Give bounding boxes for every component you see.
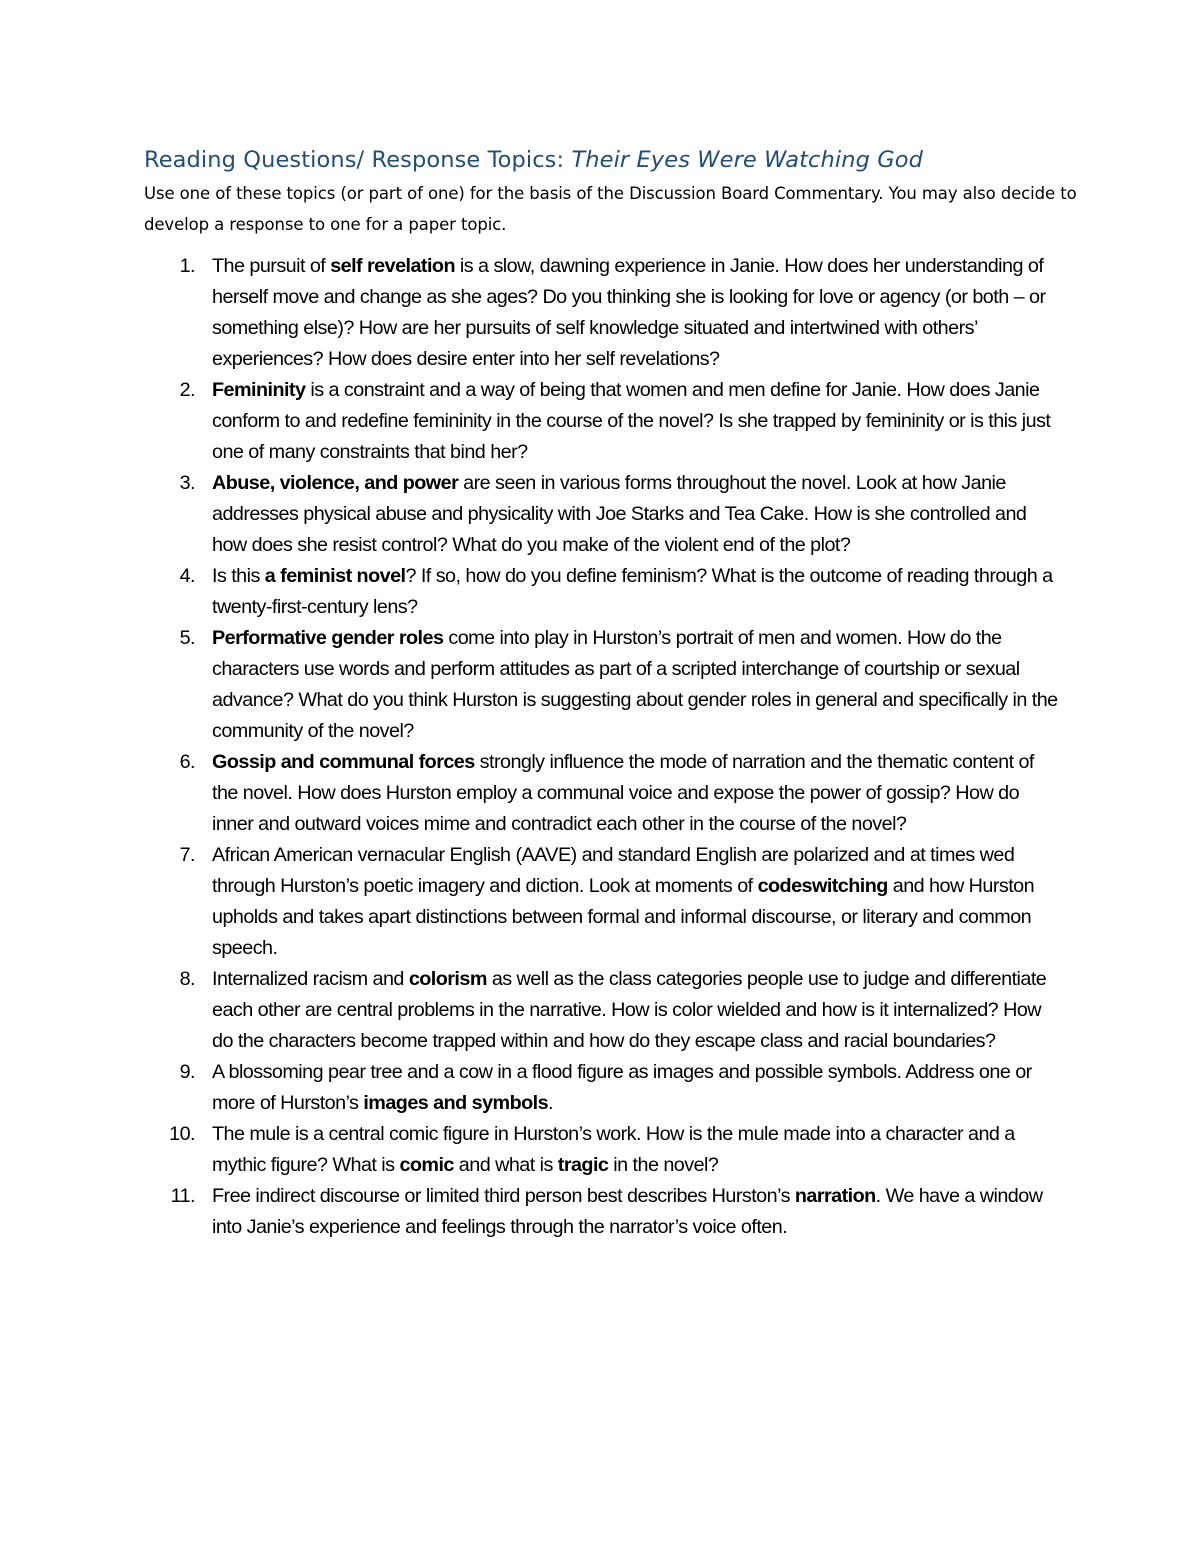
- topic-text: [212, 747, 1064, 840]
- topic-keyword: codeswitching: [757, 875, 888, 897]
- topic-keyword: Gossip and communal forces: [212, 751, 475, 773]
- topic-number: 3.: [179, 472, 195, 494]
- topic-text-segment: The pursuit of: [212, 255, 331, 277]
- topic-text-segment: Free indirect discourse or limited third person best describes Hurston’s: [212, 1185, 795, 1207]
- topic-keyword: colorism: [408, 968, 487, 990]
- title-prefix: Reading Questions/ Response Topics:: [144, 147, 572, 173]
- topic-text-segment: and what is: [453, 1154, 558, 1176]
- topic-text-segment: and how Hurston upholds and takes apart distinctions between formal and informal discourse, or literary and common speech.: [212, 875, 1035, 959]
- topic-keyword: tragic: [557, 1154, 609, 1176]
- topic-text-segment: A blossoming pear tree and a cow in a flood figure as images and possible symbols. Address one or more of Hurston’s: [212, 1061, 1032, 1114]
- topic-item: [144, 1119, 1064, 1181]
- topic-text: [212, 964, 1064, 1057]
- topic-text-segment: The mule is a central comic figure in Hurston’s work. How is the mule made into a character and a mythic figure? What is: [212, 1123, 1015, 1176]
- topic-item: [144, 1181, 1064, 1243]
- topic-number: 1.: [179, 255, 195, 277]
- topic-keyword: narration: [794, 1185, 876, 1207]
- topic-number: 4.: [179, 565, 195, 587]
- topic-text: [212, 1119, 1064, 1181]
- topics-list: [144, 251, 1064, 1243]
- topic-number: 8.: [179, 968, 195, 990]
- topic-keyword: images and symbols: [363, 1092, 549, 1114]
- topic-text-segment: are seen in various forms throughout the novel. Look at how Janie addresses physical abuse and physicality with Joe Starks and Tea Cake. How is she controlled and how does she resist control? What do you make of the violent end of the plot?: [212, 472, 1027, 556]
- topic-text-segment: ? If so, how do you define feminism? What is the outcome of reading through a twenty-first-century lens?: [212, 565, 1053, 618]
- topic-number: 2.: [179, 379, 195, 401]
- topic-item: [144, 964, 1064, 1057]
- topic-keyword: Performative gender roles: [212, 627, 444, 649]
- topic-text-segment: . We have a window into Janie’s experience and feelings through the narrator’s voice often.: [212, 1185, 1043, 1238]
- topic-keyword: self revelation: [330, 255, 455, 277]
- topic-text: [212, 375, 1064, 468]
- topic-number: 6.: [179, 751, 195, 773]
- topic-keyword: a feminist novel: [264, 565, 406, 587]
- topic-text: [212, 468, 1064, 561]
- topic-text-segment: is a slow, dawning experience in Janie. How does her understanding of herself move and change as she ages? Do you thinking she is looking for love or agency (or both – or something else)? How are her pursuits of self knowledge situated and intertwined with others’ experiences? How does desire enter into her self revelations?: [212, 255, 1046, 370]
- topic-item: [144, 375, 1064, 468]
- topic-text-segment: strongly influence the mode of narration and the thematic content of the novel. How does Hurston employ a communal voice and expose the power of gossip? How do inner and outward voices mime and contradict each other in the course of the novel?: [212, 751, 1034, 835]
- topic-keyword: comic: [399, 1154, 454, 1176]
- intro-paragraph: Use one of these topics (or part of one) for the basis of the Discussion Board Commentary. You may also decide to develop a response to one for a paper topic.: [144, 184, 1077, 234]
- topic-text: [212, 1057, 1064, 1119]
- topic-keyword: Femininity: [212, 379, 306, 401]
- topic-text: [212, 251, 1064, 375]
- topic-text: [212, 561, 1064, 623]
- topic-item: [144, 251, 1064, 375]
- topic-text-segment: is a constraint and a way of being that women and men define for Janie. How does Janie conform to and redefine femininity in the course of the novel? Is she trapped by femininity or is this just one of many constraints that bind her?: [212, 379, 1051, 463]
- title-work: Their Eyes Were Watching God: [571, 147, 924, 173]
- topic-text: [212, 623, 1064, 747]
- topic-text-segment: African American vernacular English (AAVE) and standard English are polarized and at times wed through Hurston’s poetic imagery and diction. Look at moments of: [212, 844, 1015, 897]
- topic-item: [144, 468, 1064, 561]
- topic-number: 9.: [179, 1061, 195, 1083]
- topic-number: 7.: [179, 844, 195, 866]
- topic-item: [144, 561, 1064, 623]
- topic-item: [144, 1057, 1064, 1119]
- topic-item: [144, 747, 1064, 840]
- topic-text-segment: in the novel?: [608, 1154, 719, 1176]
- topic-item: [144, 623, 1064, 747]
- topic-text: [212, 840, 1064, 964]
- topic-item: [144, 840, 1064, 964]
- topic-text: [212, 1181, 1064, 1243]
- topic-number: 5.: [179, 627, 195, 649]
- topic-number: 11.: [170, 1185, 195, 1207]
- topic-text-segment: Is this: [212, 565, 265, 587]
- topic-number: 10.: [169, 1123, 195, 1145]
- topic-text-segment: come into play in Hurston’s portrait of men and women. How do the characters use words and perform attitudes as part of a scripted interchange of courtship or sexual advance? What do you think Hurston is suggesting about gender roles in general and specifically in the community of the novel?: [212, 627, 1058, 742]
- page-title: [144, 142, 1084, 178]
- topic-text-segment: as well as the class categories people use to judge and differentiate each other are central problems in the narrative. How is color wielded and how is it internalized? How do the characters become trapped within and how do they escape class and racial boundaries?: [212, 968, 1047, 1052]
- topic-keyword: Abuse, violence, and power: [212, 472, 459, 494]
- topic-text-segment: .: [548, 1092, 553, 1114]
- topic-text-segment: Internalized racism and: [212, 968, 409, 990]
